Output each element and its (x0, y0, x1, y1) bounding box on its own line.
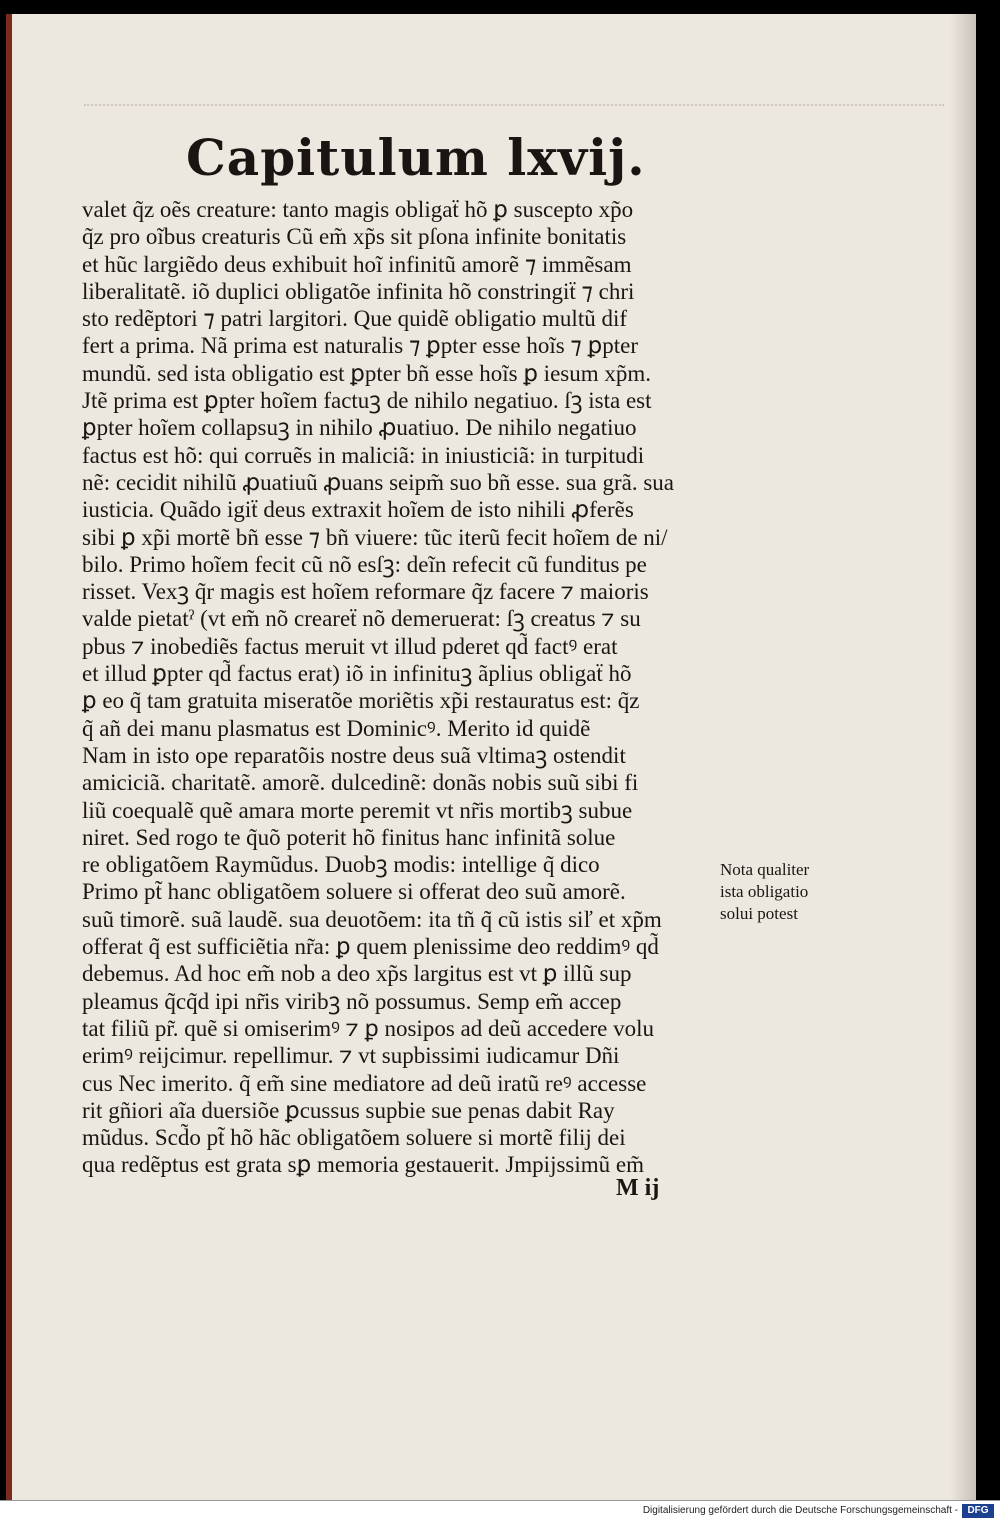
footer-credit: Digitalisierung gefördert durch die Deutsche Forschungsgemeinschaft - (642, 1505, 958, 1516)
page-edge-dotted-line (84, 104, 944, 106)
body-text (82, 196, 722, 1179)
footer-bar (0, 1500, 1000, 1521)
text-line: amiciciã. charitatẽ. amorẽ. dulcedinẽ: donãs nobis suũ sibi fi (82, 770, 639, 796)
text-line: sibi ꝑ xp̃i mortẽ bñ esse ⁊ bñ viuere: tũc iterũ fecit hoĩem de ni/ (82, 524, 668, 550)
text-line: risset. Vexꝫ q̃r magis est hoĩem reformare q̃z facere ⁊ maioris (82, 579, 649, 605)
text-line: liberalitatẽ. iõ duplici obligatõe infinita hõ constringiẗ ⁊ chri (82, 278, 635, 304)
text-line: valde pietatˀ (vt em̃ nõ creareẗ nõ demeruerat: ſꝫ creatus ⁊ su (82, 606, 641, 632)
text-line: mũdus. Scd̃o pt̃ hõ hãc obligatõem soluere si mortẽ filij dei (82, 1125, 626, 1151)
margin-note-line: solui potest (720, 904, 798, 923)
text-line: debemus. Ad hoc em̃ nob a deo xp̃s largitus est vt ꝑ illũ sup (82, 961, 632, 987)
text-line: pleamus q̃cq̃d ipi nr̃is viribꝫ nõ possumus. Semp em̃ accep (82, 988, 622, 1014)
text-line: et hũc largiẽdo deus exhibuit hoĩ infinitũ amorẽ ⁊ immẽsam (82, 251, 632, 277)
text-line: sto redẽptori ⁊ patri largitori. Que quidẽ obligatio multũ dif (82, 306, 628, 332)
margin-note-line: Nota qualiter (720, 860, 810, 879)
text-line: liũ coequalẽ quẽ amara morte peremit vt nr̃is mortibꝫ subue (82, 797, 633, 823)
signature-mark: M ij (616, 1175, 660, 1201)
text-line: Primo pt̃ hanc obligatõem soluere si offerat deo suũ amorẽ. (82, 879, 626, 905)
chapter-heading: Capitulum lxvij. (186, 128, 646, 187)
text-line: offerat q̃ est sufficiẽtia nr̃a: ꝑ quem plenissime deo reddimꝰ qd̃ (82, 934, 659, 960)
text-line: factus est hõ: qui corruẽs in maliciã: in iniusticiã: in turpitudi (82, 442, 645, 468)
text-line: iusticia. Quãdo igiẗ deus extraxit hoĩem de isto nihili ꝓferẽs (82, 497, 634, 523)
text-line: q̃ añ dei manu plasmatus est Dominicꝰ. Merito id quidẽ (82, 715, 591, 741)
text-line: qua redẽptus est grata sꝑ memoria gestauerit. Jmpijssimũ em̃ (82, 1152, 644, 1178)
dfg-logo-icon: DFG (962, 1504, 994, 1518)
text-line: valet q̃z oẽs creature: tanto magis obligaẗ hõ ꝑ suscepto xp̃o (82, 197, 634, 222)
text-line: ꝑ eo q̃ tam gratuita miseratõe moriẽtis xp̃i restauratus est: q̃z (82, 688, 640, 714)
text-line: et illud ꝑpter qd̃ factus erat) iõ in infinituꝫ ãplius obligaẗ hõ (82, 661, 632, 687)
text-line: nẽ: cecidit nihilũ ꝓuatiuũ ꝓuans seipm̃ suo bñ esse. sua grã. sua (82, 469, 674, 495)
text-line: niret. Sed rogo te q̃uõ poterit hõ finitus hanc infinitã solue (82, 824, 616, 850)
text-line: re obligatõem Raymũdus. Duobꝫ modis: intellige q̃ dico (82, 852, 600, 878)
text-line: fert a prima. Nã prima est naturalis ⁊ ꝑpter esse hoĩs ⁊ ꝑpter (82, 333, 638, 359)
text-line: q̃z pro oĩbus creaturis Cũ em̃ xp̃s sit pſona infinite bonitatis (82, 224, 627, 250)
text-line: Nam in isto ope reparatõis nostre deus suã vltimaꝫ ostendit (82, 742, 626, 768)
text-line: pbus ⁊ inobediẽs factus meruit vt illud pderet qd̃ factꝰ erat (82, 633, 618, 659)
text-line: erimꝰ reijcimur. repellimur. ⁊ vt supbissimi iudicamur Dñi (82, 1043, 620, 1069)
text-line: mundũ. sed ista obligatio est ꝑpter bñ esse hoĩs ꝑ iesum xp̃m. (82, 360, 652, 386)
text-line: bilo. Primo hoĩem fecit cũ nõ esſꝫ: deĩn refecit cũ funditus pe (82, 551, 647, 577)
text-line: cus Nec imerito. q̃ em̃ sine mediatore ad deũ iratũ reꝰ accesse (82, 1070, 647, 1096)
text-line: suũ timorẽ. suã laudẽ. sua deuotõem: ita tñ q̃ cũ istis siľ et xp̃m (82, 906, 662, 932)
text-line: Jtẽ prima est ꝑpter hoĩem factuꝫ de nihilo negatiuo. ſꝫ ista est (82, 388, 652, 414)
text-line: ꝑpter hoĩem collapsuꝫ in nihilo ꝓuatiuo. De nihilo negatiuo (82, 415, 637, 441)
text-line: tat filiũ pr̃. quẽ si omiserimꝰ ⁊ ꝑ nosipos ad deũ accedere volu (82, 1015, 654, 1041)
margin-note (720, 859, 860, 925)
margin-note-line: ista obligatio (720, 882, 809, 901)
text-line: rit gñiori aĩa duersiõe ꝑcussus supbie sue penas dabit Ray (82, 1097, 615, 1123)
